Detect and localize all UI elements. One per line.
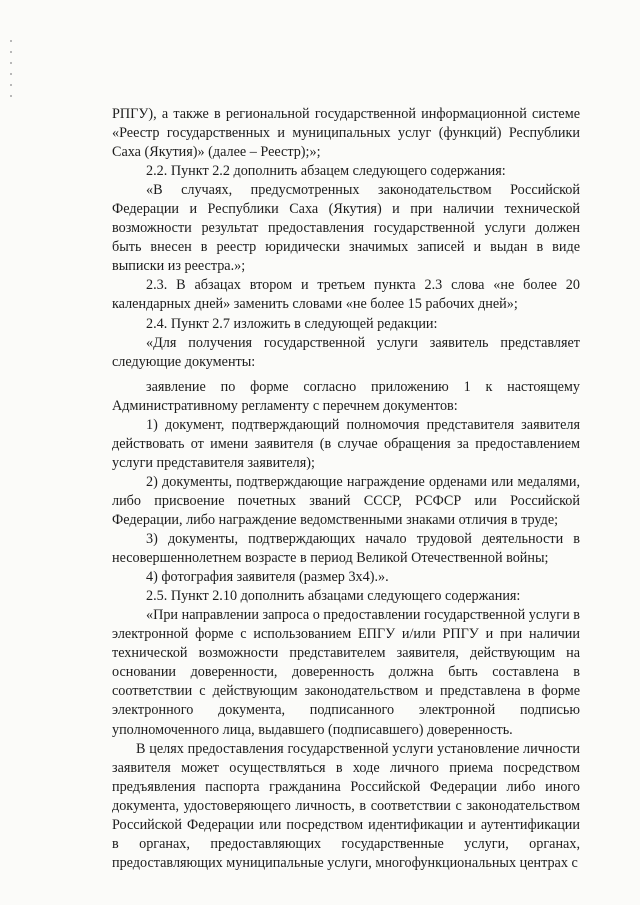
paragraph-2: 2.2. Пункт 2.2 дополнить абзацем следующего содержания: bbox=[146, 163, 506, 180]
paragraph-8: 1) документ, подтверждающий полномочия представителя заявителя действовать от имени заявителя (в случае обращения за предоставлением услуги представителя заявителя); bbox=[112, 416, 580, 471]
paragraph-7: заявление по форме согласно приложению 1 к настоящему Административному регламенту с перечнем документов: bbox=[112, 378, 580, 414]
paragraph-9: 2) документы, подтверждающие награждение орденами или медалями, либо присвоение почетных званий СССР, РСФСР или Российской Федерации, либо награждение ведомственными знаками отличия в труде; bbox=[112, 473, 580, 528]
paragraph-6: «Для получения государственной услуги заявитель представляет следующие документы: bbox=[112, 334, 580, 370]
paragraph-12: 2.5. Пункт 2.10 дополнить абзацами следующего содержания: bbox=[146, 588, 521, 605]
paragraph-14: В целях предоставления государственной услуги установление личности заявителя может осуществляться в ходе личного приема посредством предъявления паспорта гражданина Российской Федерации либо иного документа, удостоверяющего личность, в соответствии с законодательством Российской Федерации или посредством идентификации и аутентификации в органах, предоставляющих государственные услуги, органах, предоставляющих муниципальные услуги, многофункциональных центрах с bbox=[112, 740, 580, 871]
paragraph-10: 3) документы, подтверждающих начало трудовой деятельности в несовершеннолетнем возрасте в период Великой Отечественной войны; bbox=[112, 531, 580, 567]
paragraph-13: «При направлении запроса о предоставлении государственной услуги в электронной форме с использованием ЕПГУ и/или РПГУ и при наличии технической возможности представителем заявителя, действующим на основании доверенности, доверенность должна быть составлена в соответствии с действующим законодательством и представлена в форме электронного документа, подписанного электронной подписью уполномоченного лица, выдавшего (подписавшего) доверенность. bbox=[112, 607, 580, 738]
margin-marks bbox=[8, 40, 14, 110]
paragraph-4: 2.3. В абзацах втором и третьем пункта 2.3 слова «не более 20 календарных дней» заменить словами «не более 15 рабочих дней»; bbox=[112, 277, 580, 313]
paragraph-5: 2.4. Пункт 2.7 изложить в следующей редакции: bbox=[146, 315, 438, 332]
document-body bbox=[112, 105, 580, 873]
paragraph-11: 4) фотография заявителя (размер 3х4).». bbox=[146, 569, 389, 586]
paragraph-1: РПГУ), а также в региональной государственной информационной системе «Реестр государственных и муниципальных услуг (функций) Республики Саха (Якутия)» (далее – Реестр);»; bbox=[112, 106, 580, 161]
paragraph-3: «В случаях, предусмотренных законодательством Российской Федерации и Республики Саха (Якутия) и при наличии технической возможности результат предоставления государственной услуги должен быть внесен в реестр юридически значимых записей и выдан в виде выписки из реестра.»; bbox=[112, 182, 580, 275]
